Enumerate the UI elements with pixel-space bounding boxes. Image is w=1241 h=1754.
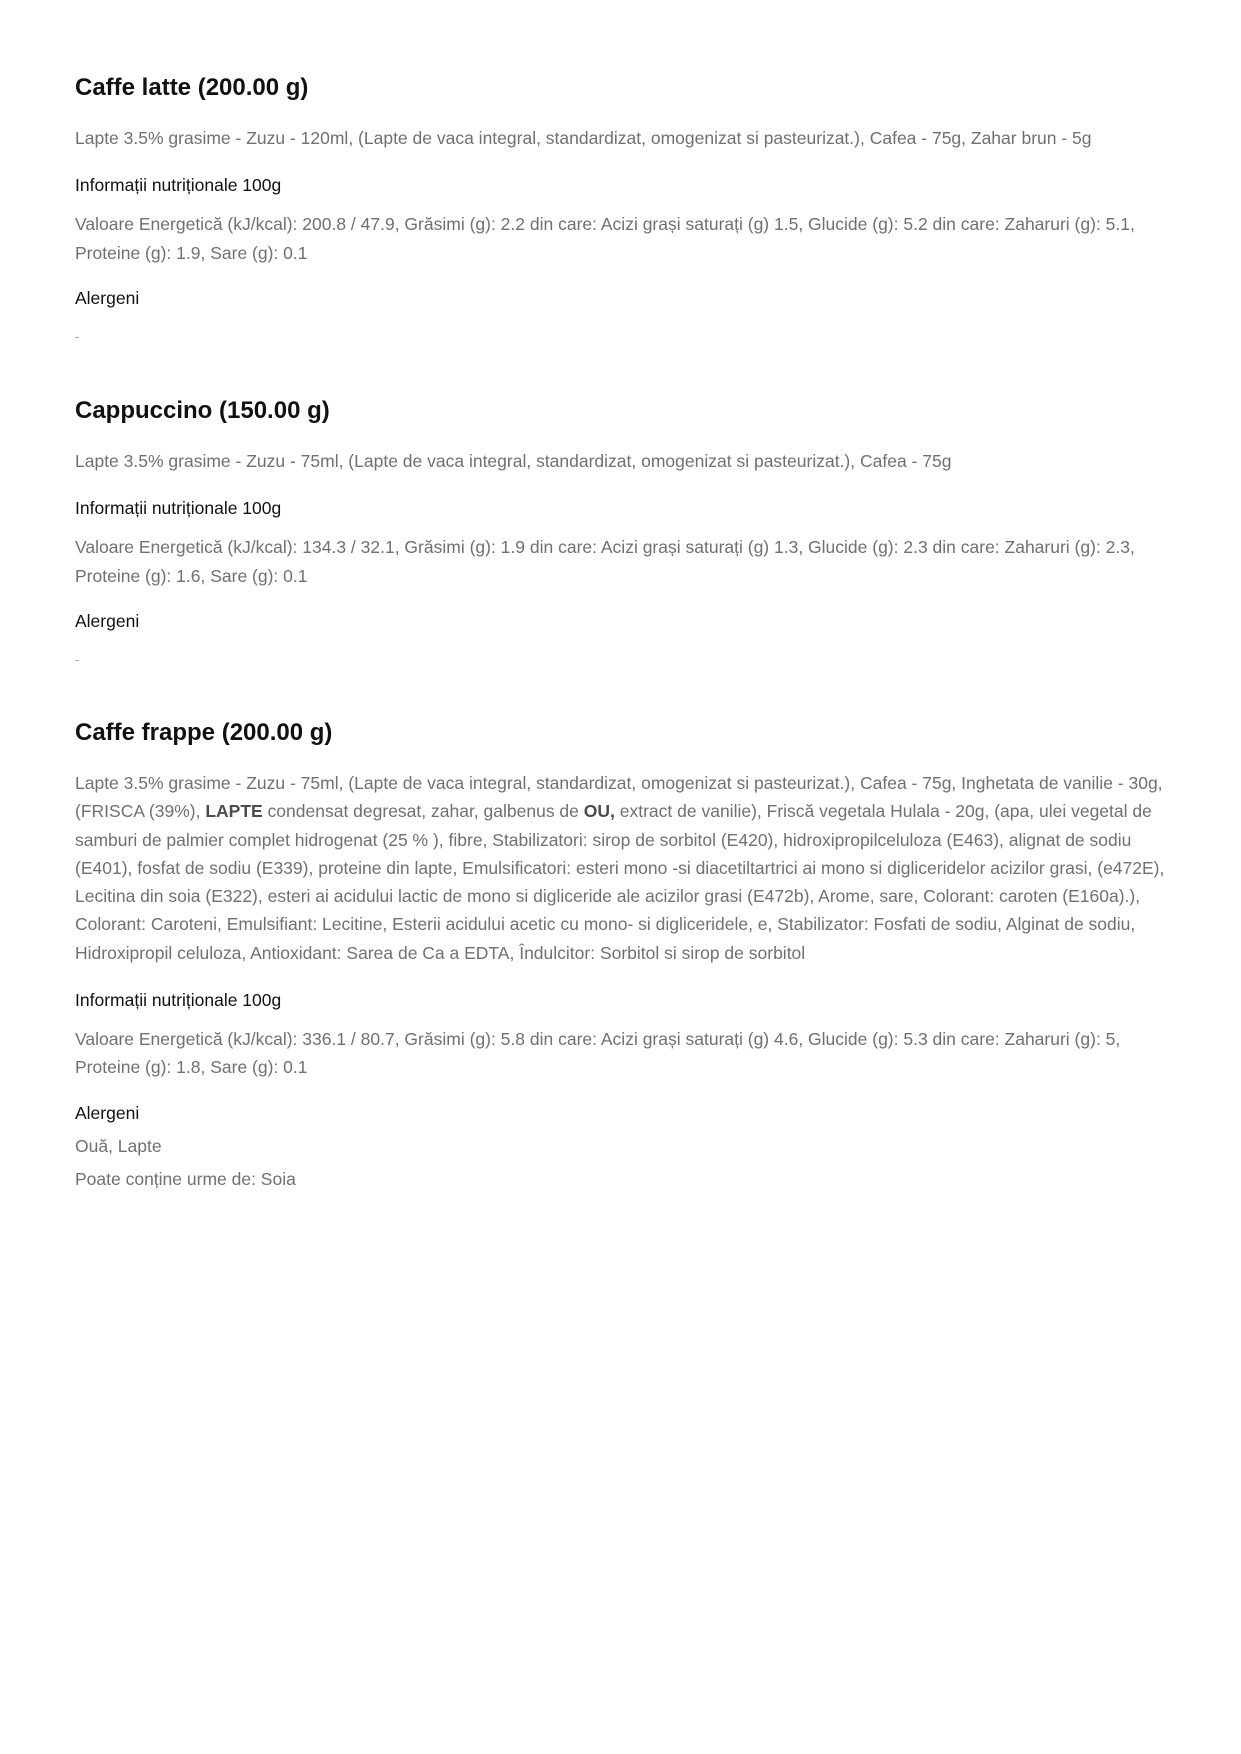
allergens-label: Alergeni <box>75 610 140 631</box>
may-contain-text: Poate conține urme de: Soia <box>75 1168 296 1189</box>
allergens-value: Ouă, Lapte <box>75 1135 162 1156</box>
product-caffe-frappe <box>75 718 1165 1196</box>
ingredients-text <box>75 769 1165 967</box>
allergens-list <box>75 643 1165 676</box>
product-title: Cappuccino (150.00 g) <box>75 397 330 424</box>
product-title: Caffe frappe (200.00 g) <box>75 719 333 746</box>
product-caffe-latte <box>75 73 1165 353</box>
allergens-value: - <box>75 328 80 344</box>
nutrition-values: Valoare Energetică (kJ/kcal): 336.1 / 80.7, Grăsimi (g): 5.8 din care: Acizi grași saturați (g) 4.6, Glucide (g): 5.3 din care: Zaharuri (g): 5, Proteine (g): 1.8, Sare (g): 0.1 <box>75 1029 1121 1078</box>
ingredients-part: extract de vanilie), Friscă vegetala Hulala - 20g, (apa, ulei vegetal de samburi de palmier complet hidrogenat (25 % ), fibre, Stabilizatori: sirop de sorbitol (E420), hidroxipropilceluloza (E463), alignat de sodiu (E401), fosfat de sodiu (E339), proteine din lapte, Emulsificatori: esteri mono -si diacetiltartrici ai mono si digliceridelor acizilor grasi, (e472E), Lecitina din soia (E322), esteri ai acidului lactic de mono si digliceride ale acizilor grasi (E472b), Arome, sare, Colorant: caroten (E160a).), Colorant: Caroteni, Emulsifiant: Lecitine, Esterii acidului acetic cu mono- si digliceridele, e, Stabilizator: Fosfati de sodiu, Alginat de sodiu, Hidroxipropil celuloza, Antioxidant: Sarea de Ca a EDTA, Îndulcitor: Sorbitol si sirop de sorbitol <box>75 801 1165 963</box>
allergen-highlight-lapte: LAPTE <box>205 801 263 822</box>
ingredients-part: Lapte 3.5% grasime - Zuzu - 75ml, (Lapte de vaca integral, standardizat, omogenizat si pasteurizat.), Cafea - 75g, Inghetata de vanilie - 30g, (FRISCA (39%), <box>75 773 1163 822</box>
allergens-value: - <box>75 651 80 667</box>
product-cappuccino <box>75 396 1165 676</box>
allergen-highlight-ou: OU, <box>583 801 615 822</box>
nutrition-values: Valoare Energetică (kJ/kcal): 200.8 / 47.9, Grăsimi (g): 2.2 din care: Acizi grași saturați (g) 1.5, Glucide (g): 5.2 din care: Zaharuri (g): 5.1, Proteine (g): 1.9, Sare (g): 0.1 <box>75 214 1135 263</box>
allergens-label: Alergeni <box>75 1102 140 1123</box>
nutrition-label: Informații nutriționale 100g <box>75 990 282 1011</box>
allergens-list <box>75 1130 1165 1196</box>
allergens-list <box>75 320 1165 353</box>
ingredients-part: condensat degresat, zahar, galbenus de <box>262 801 584 822</box>
nutrition-label: Informații nutriționale 100g <box>75 175 282 196</box>
allergens-label: Alergeni <box>75 287 140 308</box>
nutrition-label: Informații nutriționale 100g <box>75 498 282 519</box>
ingredients-text: Lapte 3.5% grasime - Zuzu - 120ml, (Lapte de vaca integral, standardizat, omogenizat si pasteurizat.), Cafea - 75g, Zahar brun - 5g <box>75 128 1092 148</box>
nutrition-values: Valoare Energetică (kJ/kcal): 134.3 / 32.1, Grăsimi (g): 1.9 din care: Acizi grași saturați (g) 1.3, Glucide (g): 2.3 din care: Zaharuri (g): 2.3, Proteine (g): 1.6, Sare (g): 0.1 <box>75 537 1135 586</box>
ingredients-text: Lapte 3.5% grasime - Zuzu - 75ml, (Lapte de vaca integral, standardizat, omogenizat si pasteurizat.), Cafea - 75g <box>75 451 952 471</box>
product-title: Caffe latte (200.00 g) <box>75 74 309 101</box>
